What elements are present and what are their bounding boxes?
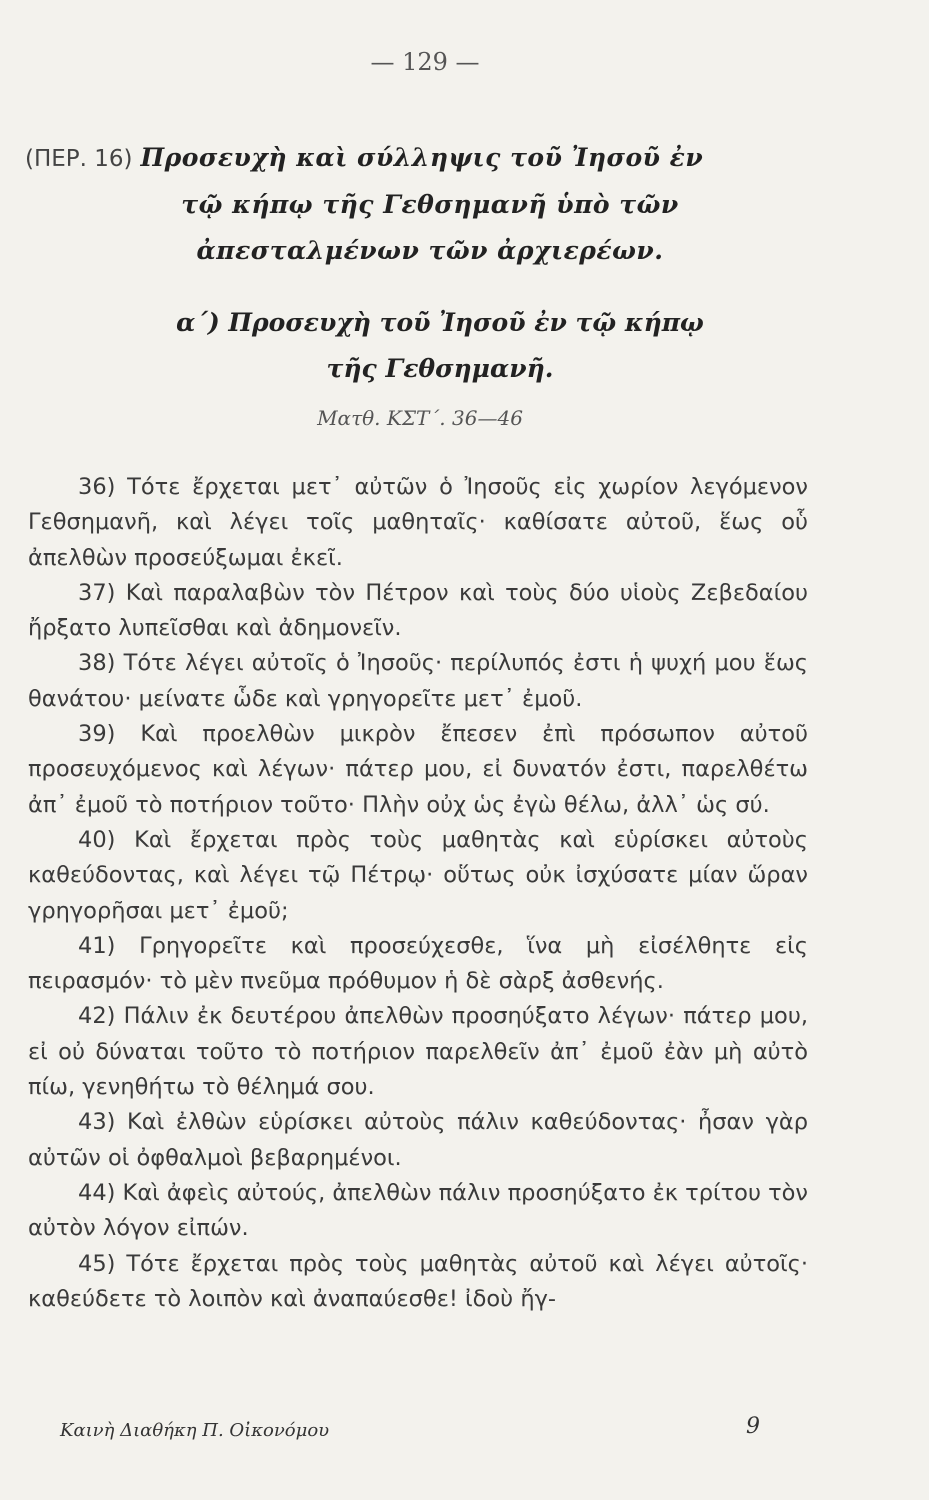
signature-mark: 9 [746, 1414, 760, 1439]
verse-36: 36) Τότε ἔρχεται μετ᾽ αὐτῶν ὁ Ἰησοῦς εἰς χωρίον λεγόμενον Γεθσημανῆ, καὶ λέγει τοῖς μαθηταῖς· καθίσατε αὐτοῦ, ἕως οὗ ἀπελθὼν προσεύξωμαι ἐκεῖ. [28, 474, 808, 571]
verse-42: 42) Πάλιν ἐκ δευτέρου ἀπελθὼν προσηύξατο λέγων· πάτερ μου, εἰ οὐ δύναται τοῦτο τὸ ποτήριον παρελθεῖν ἀπ᾽ ἐμοῦ ἐὰν μὴ αὐτὸ πίω, γενηθήτω τὸ θέλημά σου. [28, 1003, 808, 1101]
verse-44: 44) Καὶ ἀφεὶς αὐτούς, ἀπελθὼν πάλιν προσηύξατο ἐκ τρίτου τὸν αὐτὸν λόγον εἰπών. [28, 1179, 808, 1242]
verse-41: 41) Γρηγορεῖτε καὶ προσεύχεσθε, ἵνα μὴ εἰσέλθητε εἰς πειρασμόν· τὸ μὲν πνεῦμα πρόθυμον ἡ δὲ σὰρξ ἀσθενής. [28, 932, 808, 995]
verse-38: 38) Τότε λέγει αὐτοῖς ὁ Ἰησοῦς· περίλυπός ἐστι ἡ ψυχή μου ἕως θανάτου· μείνατε ὧδε καὶ γρηγορεῖτε μετ᾽ ἐμοῦ. [28, 650, 808, 712]
section-heading-line-2: τῆς Γεθσημανῆ. [326, 354, 554, 383]
chapter-title-line-2: τῷ κήπῳ τῆς Γεθσημανῆ ὑπὸ τῶν [181, 190, 679, 219]
page-footer [60, 1414, 760, 1441]
scripture-reference: Ματθ. ΚΣΤ΄. 36—46 [317, 406, 523, 430]
verse-list [28, 470, 808, 1317]
verse-40: 40) Καὶ ἔρχεται πρὸς τοὺς μαθητὰς καὶ εὑρίσκει αὐτοὺς καθεύδοντας, καὶ λέγει τῷ Πέτρῳ· οὕτως οὐκ ἰσχύσατε μίαν ὥραν γρηγορῆσαι μετ᾽ ἐμοῦ; [28, 826, 808, 924]
chapter-title-line-3: ἀπεσταλμένων τῶν ἀρχιερέων. [196, 236, 664, 265]
chapter-heading [25, 135, 905, 274]
verse-43: 43) Καὶ ἐλθὼν εὑρίσκει αὐτοὺς πάλιν καθεύδοντας· ἦσαν γὰρ αὐτῶν οἱ ὀφθαλμοὶ βεβαρημένοι. [28, 1109, 808, 1171]
section-heading-line-1: α΄) Προσευχὴ τοῦ Ἰησοῦ ἐν τῷ κήπῳ [176, 308, 704, 337]
footer-book-title: Καινὴ Διαθήκη Π. Οἰκονόμου [60, 1420, 330, 1441]
section-heading [80, 300, 800, 392]
verse-39: 39) Καὶ προελθὼν μικρὸν ἔπεσεν ἐπὶ πρόσωπον αὐτοῦ προσευχόμενος καὶ λέγων· πάτερ μου, εἰ δυνατόν ἐστι, παρελθέτω ἀπ᾽ ἐμοῦ τὸ ποτήριον τοῦτο· Πλὴν οὐχ ὡς ἐγὼ θέλω, ἀλλ᾽ ὡς σύ. [28, 721, 808, 818]
verse-37: 37) Καὶ παραλαβὼν τὸν Πέτρον καὶ τοὺς δύο υἱοὺς Ζεβεδαίου ἤρξατο λυπεῖσθαι καὶ ἀδημονεῖν. [28, 579, 808, 642]
chapter-title-line-1: Προσευχὴ καὶ σύλληψις τοῦ Ἰησοῦ ἐν [140, 143, 704, 172]
chapter-label: (ΠΕΡ. 16) [25, 146, 133, 172]
page-number: — 129 — [370, 48, 480, 76]
verse-45: 45) Τότε ἔρχεται πρὸς τοὺς μαθητὰς αὐτοῦ καὶ λέγει αὐτοῖς· καθεύδετε τὸ λοιπὸν καὶ ἀναπαύεσθε! ἰδοὺ ἤγ- [28, 1250, 808, 1312]
